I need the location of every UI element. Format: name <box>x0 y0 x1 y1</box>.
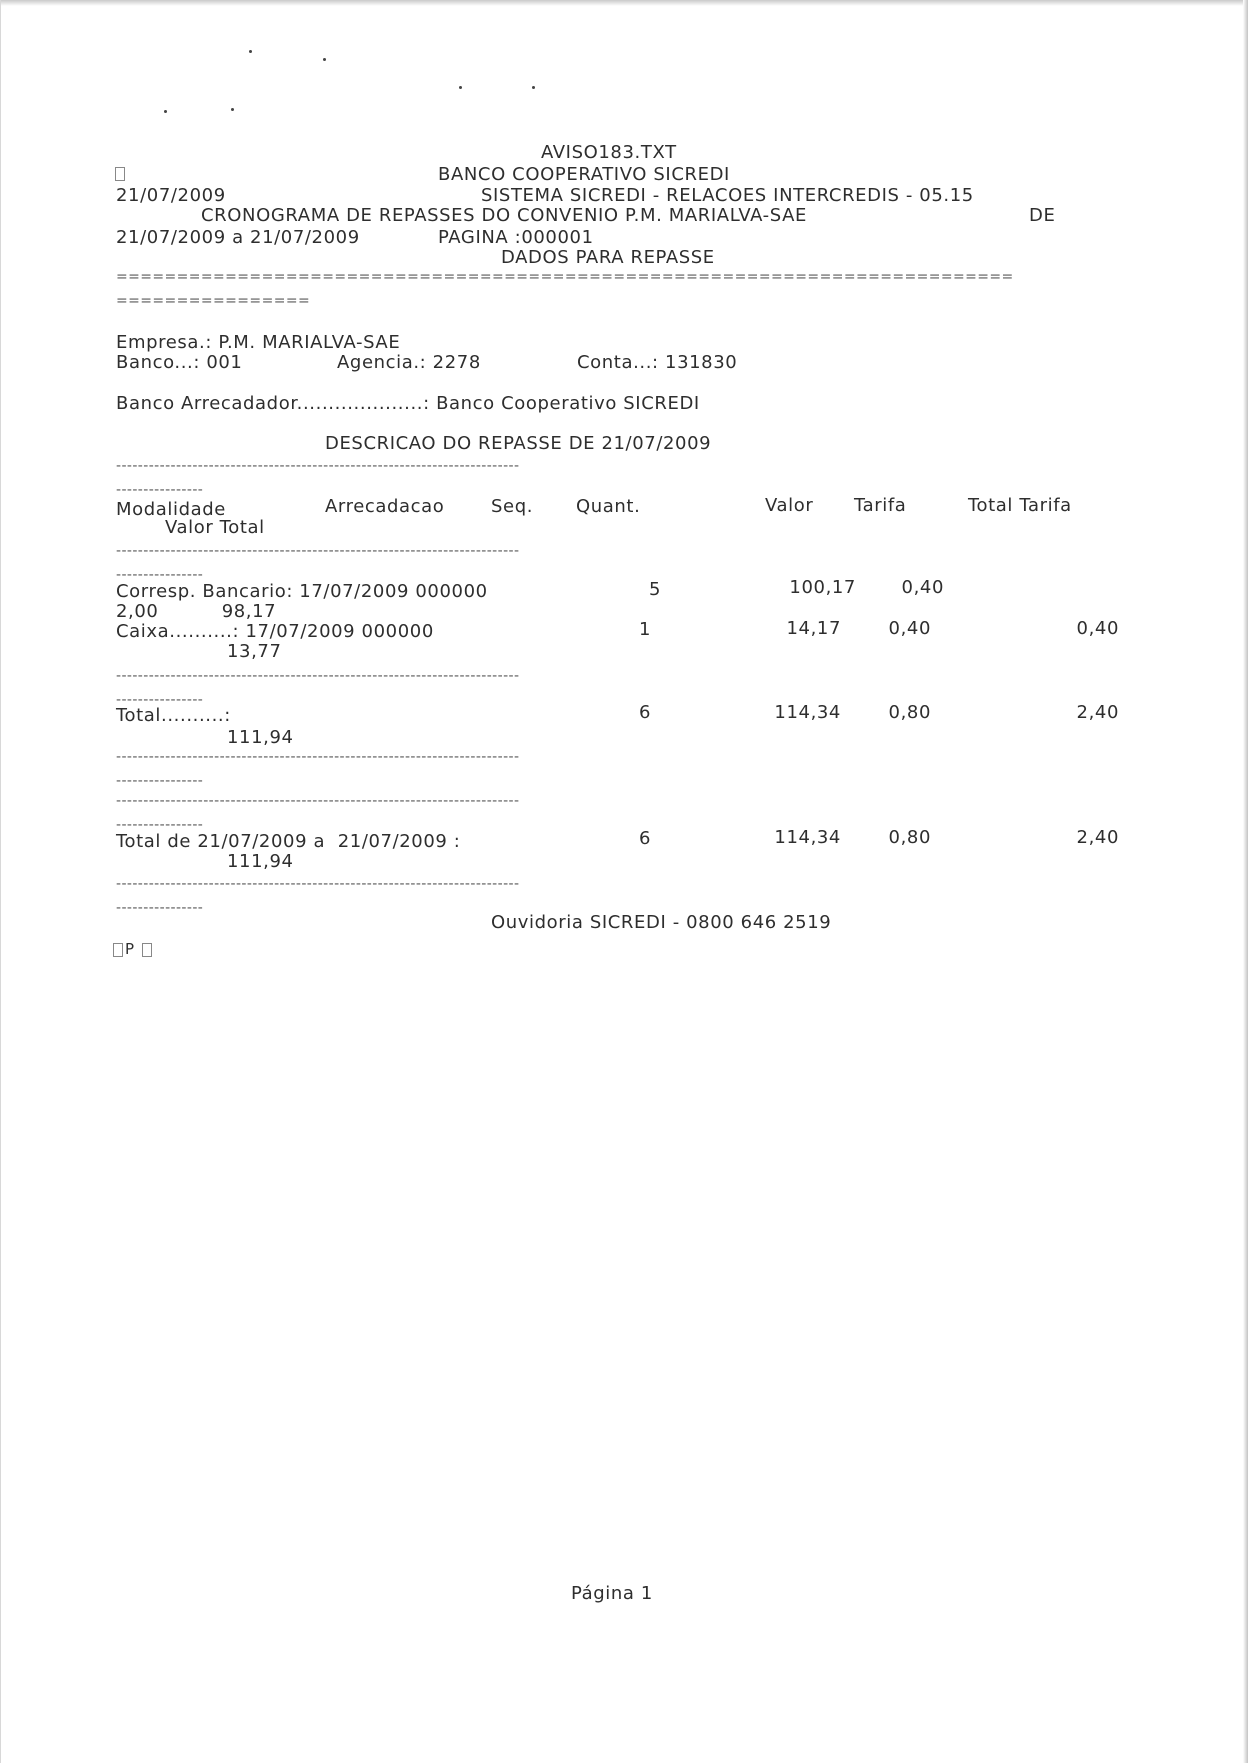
dash-separator-wrap: ---------------- <box>116 774 204 788</box>
page-footer: Página 1 <box>571 1583 653 1604</box>
row-valor: 100,17 <box>789 577 856 598</box>
col-modalidade: Modalidade <box>116 499 226 520</box>
row-quant: 1 <box>638 619 651 640</box>
double-separator: ========================================================================== <box>116 270 1014 284</box>
arrecadador-line: Banco Arrecadador....................: Banco Cooperativo SICREDI <box>116 393 700 414</box>
col-valor-total: Valor Total <box>165 517 265 538</box>
grand-total-valor-total: 111,94 <box>227 851 294 872</box>
scan-speck <box>164 110 167 113</box>
de-label: DE <box>1029 205 1056 226</box>
dash-separator-wrap: ---------------- <box>116 818 204 832</box>
scan-speck <box>231 108 234 111</box>
dash-separator-wrap: ---------------- <box>116 568 204 582</box>
dash-separator: -------------------------------------------------------------------------- <box>116 794 520 808</box>
scan-edge-right <box>1243 0 1248 1763</box>
total-tarifa: 0,80 <box>888 702 931 723</box>
row-tarifa: 0,40 <box>901 577 944 598</box>
grand-total-label: Total de 21/07/2009 a 21/07/2009 : <box>116 831 461 852</box>
scan-speck <box>249 50 252 53</box>
col-tarifa: Tarifa <box>854 495 907 516</box>
banco-line: Banco...: 001 <box>116 352 243 373</box>
total-label: Total..........: <box>116 705 231 726</box>
col-arrecadacao: Arrecadacao <box>325 496 445 517</box>
scan-speck <box>532 86 535 89</box>
col-total-tarifa: Total Tarifa <box>968 495 1072 516</box>
dash-separator: -------------------------------------------------------------------------- <box>116 669 520 683</box>
total-total-tarifa: 2,40 <box>1076 702 1119 723</box>
bank-name: BANCO COOPERATIVO SICREDI <box>438 164 730 185</box>
report-date: 21/07/2009 <box>116 185 226 206</box>
grand-total-quant: 6 <box>638 828 651 849</box>
file-name: AVISO183.TXT <box>541 142 677 163</box>
conta-line: Conta...: 131830 <box>577 352 738 373</box>
control-char-icon <box>142 943 152 957</box>
double-separator-wrap: ================ <box>116 294 311 308</box>
row-valor: 14,17 <box>786 618 841 639</box>
grand-total-valor: 114,34 <box>774 827 841 848</box>
grand-total-total-tarifa: 2,40 <box>1076 827 1119 848</box>
system-name: SISTEMA SICREDI - RELACOES INTERCREDIS - 05.15 <box>481 185 974 206</box>
dash-separator-wrap: ---------------- <box>116 693 204 707</box>
col-seq: Seq. <box>491 496 534 517</box>
report-period: 21/07/2009 a 21/07/2009 <box>116 227 360 248</box>
section-title: DADOS PARA REPASSE <box>501 247 715 268</box>
row-tarifa: 0,40 <box>888 618 931 639</box>
dash-separator: -------------------------------------------------------------------------- <box>116 877 520 891</box>
empresa-line: Empresa.: P.M. MARIALVA-SAE <box>116 332 401 353</box>
form-feed-marker: P <box>125 940 135 958</box>
row-wrap-values: 2,00 98,17 <box>116 601 277 622</box>
row-label: Corresp. Bancario: 17/07/2009 000000 <box>116 581 488 602</box>
row-label: Caixa..........: 17/07/2009 000000 <box>116 621 434 642</box>
total-quant: 6 <box>638 702 651 723</box>
scan-speck <box>323 58 326 61</box>
total-valor: 114,34 <box>774 702 841 723</box>
row-valor-total: 13,77 <box>227 641 282 662</box>
dash-separator: -------------------------------------------------------------------------- <box>116 459 520 473</box>
ouvidoria-line: Ouvidoria SICREDI - 0800 646 2519 <box>491 912 832 933</box>
col-valor: Valor <box>765 495 814 516</box>
control-char-icon <box>115 167 125 181</box>
scan-speck <box>459 86 462 89</box>
agencia-line: Agencia.: 2278 <box>337 352 481 373</box>
schedule-title: CRONOGRAMA DE REPASSES DO CONVENIO P.M. MARIALVA-SAE <box>201 205 807 226</box>
page-number-label: PAGINA :000001 <box>438 227 594 248</box>
dash-separator: -------------------------------------------------------------------------- <box>116 544 520 558</box>
dash-separator: -------------------------------------------------------------------------- <box>116 750 520 764</box>
col-quant: Quant. <box>576 496 641 517</box>
description-title: DESCRICAO DO REPASSE DE 21/07/2009 <box>325 433 712 454</box>
row-total-tarifa: 0,40 <box>1076 618 1119 639</box>
total-valor-total: 111,94 <box>227 727 294 748</box>
grand-total-tarifa: 0,80 <box>888 827 931 848</box>
control-char-icon <box>113 943 123 957</box>
dash-separator-wrap: ---------------- <box>116 483 204 497</box>
row-quant: 5 <box>648 579 661 600</box>
scan-edge-top <box>1 0 1248 6</box>
dash-separator-wrap: ---------------- <box>116 901 204 915</box>
